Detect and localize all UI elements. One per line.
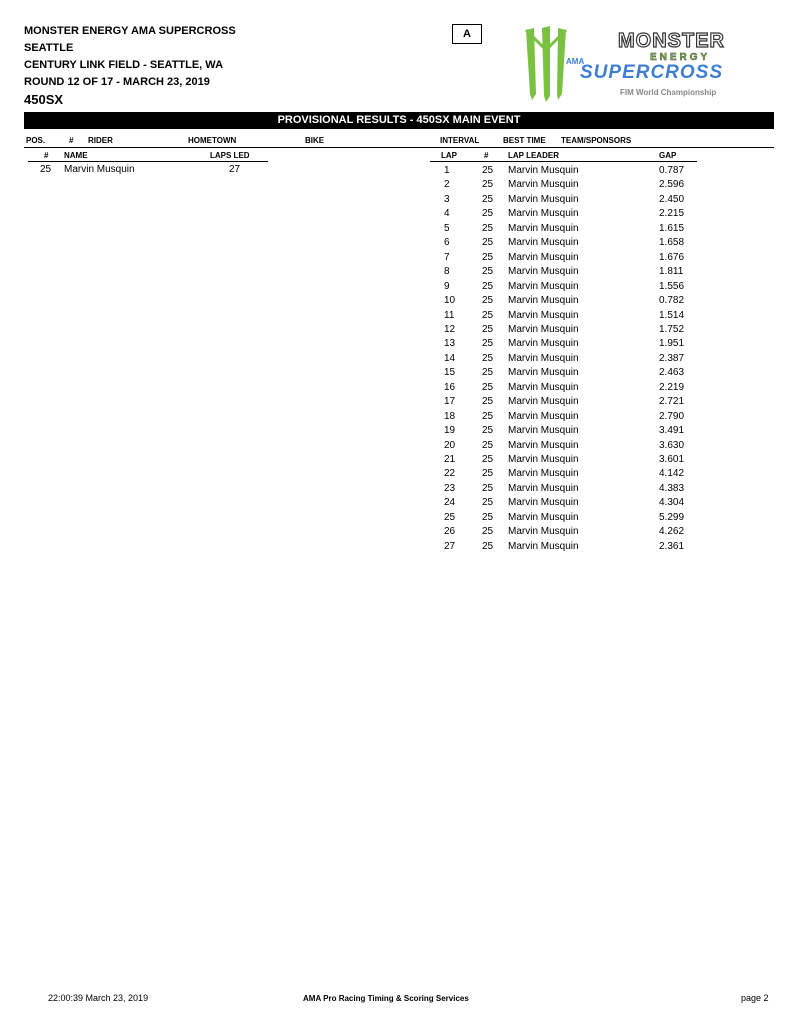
rider-number: 25 [482, 425, 494, 437]
lap-number: 22 [444, 468, 456, 480]
header-rule [24, 147, 774, 148]
lap-number: 23 [444, 482, 456, 494]
col-hometown: HOMETOWN [188, 136, 237, 145]
gap-value: 2.361 [659, 540, 685, 552]
col-rider: RIDER [88, 136, 113, 145]
lap-number: 26 [444, 526, 456, 538]
gap-value: 2.721 [659, 396, 685, 408]
laps-led-rule [28, 161, 268, 162]
rider-number: 25 [482, 237, 494, 249]
lap-number: 3 [444, 193, 450, 205]
rider-number: 25 [482, 323, 494, 335]
rider-number: 25 [482, 193, 494, 205]
gap-value: 2.387 [659, 352, 685, 364]
gap-value: 2.596 [659, 179, 685, 191]
rider-number: 25 [482, 179, 494, 191]
lap-leader-name: Marvin Musquin [508, 367, 579, 379]
gap-value: 1.615 [659, 222, 685, 234]
gap-value: 4.383 [659, 482, 685, 494]
rider-number: 25 [482, 367, 494, 379]
lap-number: 12 [444, 323, 456, 335]
lap-leader-name: Marvin Musquin [508, 165, 579, 176]
rider-number: 25 [482, 526, 494, 538]
rider-number: 25 [482, 540, 494, 552]
gap-value: 3.630 [659, 439, 685, 451]
lap-number: 21 [444, 454, 456, 465]
lap-number: 24 [444, 497, 456, 509]
rider-number: 25 [482, 338, 494, 350]
rider-number: 25 [482, 439, 494, 451]
rider-number: 25 [482, 165, 494, 176]
lap-leader-name: Marvin Musquin [508, 309, 579, 321]
lap-leader-col-leader: LAP LEADER [508, 151, 559, 160]
laps-led-col-laps: LAPS LED [210, 151, 250, 160]
lap-leader-name: Marvin Musquin [508, 540, 579, 552]
rider-number: 25 [482, 497, 494, 509]
lap-leader-col-lap: LAP [441, 151, 457, 160]
lap-leader-name: Marvin Musquin [508, 511, 579, 523]
gap-value: 0.782 [659, 295, 685, 307]
rider-number: 25 [482, 280, 494, 292]
lap-leader-name: Marvin Musquin [508, 193, 579, 205]
energy-wordmark: ENERGY [650, 52, 711, 63]
lap-leader-name: Marvin Musquin [508, 468, 579, 480]
rider-number: 25 [482, 396, 494, 408]
lap-number: 9 [444, 280, 450, 292]
results-banner: PROVISIONAL RESULTS - 450SX MAIN EVENT [24, 112, 774, 129]
lap-leader-name: Marvin Musquin [508, 323, 579, 335]
lap-leader-name: Marvin Musquin [508, 266, 579, 278]
lap-leader-name: Marvin Musquin [508, 251, 579, 263]
col-bike: BIKE [305, 136, 325, 145]
lap-number: 25 [444, 511, 456, 523]
venue-title: CENTURY LINK FIELD - SEATTLE, WA [24, 59, 224, 71]
gap-value: 2.215 [659, 208, 685, 220]
city-title: SEATTLE [24, 42, 74, 54]
lap-leader-name: Marvin Musquin [508, 352, 579, 364]
rider-number: 25 [482, 511, 494, 523]
gap-value: 2.790 [659, 410, 685, 422]
lap-leader-name: Marvin Musquin [508, 208, 579, 220]
lap-number: 20 [444, 439, 456, 451]
laps-led-col-num: # [44, 151, 49, 160]
rider-number: 25 [482, 309, 494, 321]
col-best-time: BEST TIME [503, 136, 546, 145]
lap-leader-name: Marvin Musquin [508, 410, 579, 422]
lap-number: 14 [444, 352, 456, 364]
lap-number: 18 [444, 410, 456, 422]
col-num: # [69, 136, 74, 145]
rider-number: 25 [482, 295, 494, 307]
lap-leader-name: Marvin Musquin [508, 482, 579, 494]
rider-number: 25 [482, 482, 494, 494]
lap-leader-name: Marvin Musquin [508, 526, 579, 538]
rider-number: 25 [482, 454, 494, 465]
monster-wordmark: MONSTER [618, 30, 725, 52]
gap-value: 4.142 [659, 468, 685, 480]
laps-led-col-name: NAME [64, 151, 88, 160]
gap-value: 1.676 [659, 251, 685, 263]
gap-value: 4.262 [659, 526, 685, 538]
gap-value: 1.514 [659, 309, 685, 321]
col-team: TEAM/SPONSORS [561, 136, 632, 145]
lap-number: 27 [444, 540, 456, 552]
lap-number: 8 [444, 266, 450, 278]
ama-wordmark: AMA [566, 57, 585, 66]
gap-value: 0.787 [659, 165, 685, 176]
lap-number: 13 [444, 338, 456, 350]
rider-number: 25 [482, 266, 494, 278]
gap-value: 1.951 [659, 338, 685, 350]
lap-number: 15 [444, 367, 456, 379]
lap-number: 17 [444, 396, 456, 408]
rider-number: 25 [482, 222, 494, 234]
lap-leader-col-gap: GAP [659, 151, 677, 160]
gap-value: 3.491 [659, 425, 685, 437]
series-title: MONSTER ENERGY AMA SUPERCROSS [24, 25, 236, 37]
lap-number: 11 [444, 309, 455, 321]
lap-leader-col-num: # [484, 151, 489, 160]
lap-leader-name: Marvin Musquin [508, 179, 579, 191]
rider-number: 25 [482, 381, 494, 393]
laps-led-name: Marvin Musquin [64, 164, 135, 175]
gap-value: 5.299 [659, 511, 685, 523]
section-box-label: A [452, 24, 482, 44]
lap-number: 19 [444, 425, 456, 437]
fim-wordmark: FIM World Championship [620, 88, 717, 97]
lap-number: 4 [444, 208, 450, 220]
lap-leader-name: Marvin Musquin [508, 439, 579, 451]
lap-leader-name: Marvin Musquin [508, 497, 579, 509]
round-title: ROUND 12 OF 17 - MARCH 23, 2019 [24, 76, 210, 88]
rider-number: 25 [482, 251, 494, 263]
rider-number: 25 [482, 208, 494, 220]
lap-leader-name: Marvin Musquin [508, 425, 579, 437]
gap-value: 1.752 [659, 323, 685, 335]
lap-number: 16 [444, 381, 456, 393]
laps-led-num: 25 [40, 164, 52, 175]
lap-number: 5 [444, 222, 450, 234]
lap-leader-rule [430, 161, 697, 162]
footer-timestamp: 22:00:39 March 23, 2019 [48, 993, 149, 1003]
lap-number: 6 [444, 237, 450, 249]
lap-leader-name: Marvin Musquin [508, 295, 579, 307]
lap-number: 7 [444, 251, 450, 263]
footer-service: AMA Pro Racing Timing & Scoring Services [303, 994, 469, 1003]
rider-number: 25 [482, 352, 494, 364]
gap-value: 2.219 [659, 381, 685, 393]
lap-leader-name: Marvin Musquin [508, 381, 579, 393]
lap-number: 1 [444, 165, 450, 176]
gap-value: 2.463 [659, 367, 685, 379]
rider-number: 25 [482, 410, 494, 422]
lap-leader-name: Marvin Musquin [508, 396, 579, 408]
col-interval: INTERVAL [440, 136, 480, 145]
lap-leader-name: Marvin Musquin [508, 454, 579, 465]
gap-value: 3.601 [659, 454, 685, 465]
lap-number: 2 [444, 179, 450, 191]
gap-value: 1.658 [659, 237, 685, 249]
lap-number: 10 [444, 295, 456, 307]
monster-supercross-logo [520, 24, 772, 104]
class-title: 450SX [24, 92, 64, 107]
rider-number: 25 [482, 468, 494, 480]
laps-led-count: 27 [229, 164, 241, 175]
lap-leader-name: Marvin Musquin [508, 338, 579, 350]
lap-leader-name: Marvin Musquin [508, 280, 579, 292]
lap-leader-name: Marvin Musquin [508, 237, 579, 249]
footer-page: page 2 [741, 993, 769, 1003]
gap-value: 2.450 [659, 193, 685, 205]
col-pos: POS. [26, 136, 46, 145]
gap-value: 1.811 [659, 266, 684, 278]
gap-value: 1.556 [659, 280, 685, 292]
gap-value: 4.304 [659, 497, 685, 509]
lap-leader-name: Marvin Musquin [508, 222, 579, 234]
supercross-wordmark: SUPERCROSS [580, 62, 724, 83]
